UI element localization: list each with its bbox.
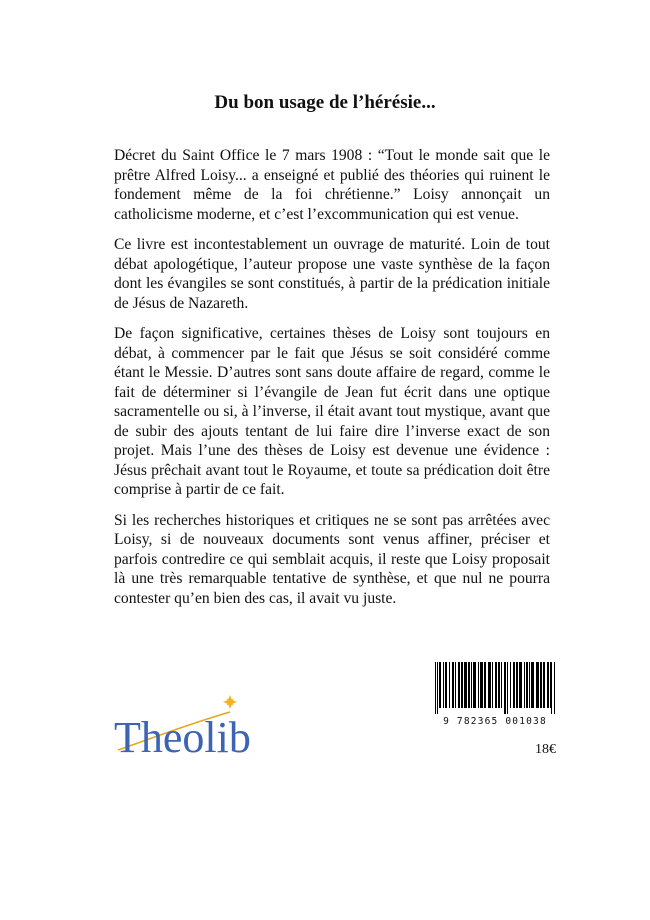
isbn-number: 9 782365 001038: [443, 716, 547, 727]
blurb-paragraph-2: Ce livre est incontestablement un ouvrage de maturité. Loin de tout débat apologétique, l’auteur propose une vaste synthèse de la façon dont les évangiles se sont constitués, à partir de la prédication initiale de Jésus de Nazareth.: [114, 236, 550, 312]
blurb-text: [114, 146, 550, 619]
blurb-paragraph-1: Décret du Saint Office le 7 mars 1908 : “Tout le monde sait que le prêtre Alfred Loisy... a enseigné et publié des théories qui ruinent le fondement même de la foi chrétienne.” Loisy annonçait un catholicisme moderne, et c’est l’excommunication qui est venue.: [114, 147, 550, 223]
blurb-paragraph-4: Si les recherches historiques et critiques ne se sont pas arrêtées avec Loisy, si de nouveaux documents sont venus affiner, préciser et parfois contredire ce qui semblait acquis, il reste que Loisy proposait là une très remarquable tentative de synthèse, et que nul ne pourra contester qu’en bien des cas, il avait vu juste.: [114, 511, 550, 607]
book-title: Du bon usage de l’hérésie...: [214, 92, 436, 113]
price: 18€: [535, 742, 556, 757]
publisher-logo: [112, 692, 272, 762]
blurb-paragraph-3: De façon significative, certaines thèses de Loisy sont toujours en débat, à commencer par le fait que Jésus se soit considéré comme étant le Messie. D’autres sont sans doute affaire de regard, comme le fait de déterminer si l’évangile de Jean fut écrit dans une optique sacramentelle ou si, à l’inverse, il était avant tout mystique, avant que de subir des ajouts tentant de lui faire dire l’inverse exact de son projet. Mais l’une des thèses de Loisy est devenue une évidence : Jésus prêchait avant tout le Royaume, et toute sa prédication doit être comprise à partir de ce fait.: [114, 325, 550, 498]
star-icon: [223, 695, 237, 709]
barcode-bars: [433, 662, 557, 714]
barcode: [433, 662, 557, 727]
logo-wordmark: Theolib: [114, 713, 251, 762]
